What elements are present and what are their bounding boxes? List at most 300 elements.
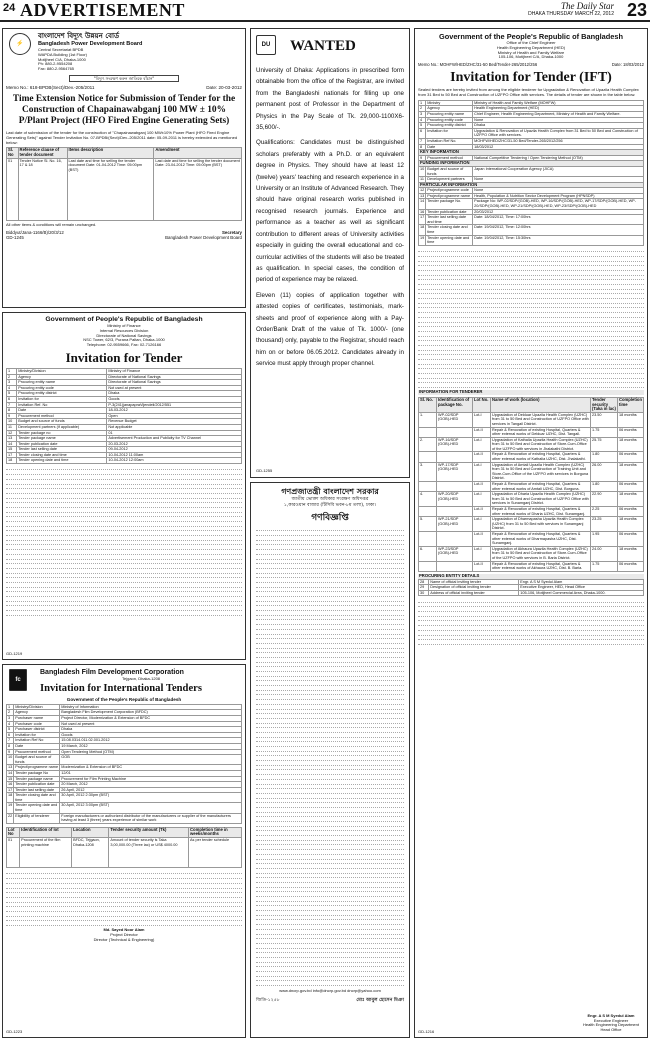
bpdb-sign-org: Bangladesh Power Development Board — [165, 235, 242, 241]
table-cell: Revenue Budget — [107, 419, 242, 425]
table-cell: None — [473, 117, 644, 123]
bpdb-memo: Memo No.: 618-BPDB(Sect)/Dev.-205/2011 — [6, 84, 95, 90]
table-cell: 10 — [7, 419, 17, 425]
table-cell: Advertisement Production and Publicity for TV Channel — [107, 436, 242, 442]
table-cell: Upgradation of Delduar Upazila Health Complex (UZHC) from 31 to 50 Bed and Construction of UZFPO Office with services in Tangail District. — [492, 412, 589, 426]
table-cell: 5 — [7, 727, 14, 733]
table-cell: Repair & Renovation of existing Hospital, Quarters & other external works of Kathalia UZHC, Dist. Jhalakathi. — [491, 452, 591, 462]
bpdb-note: All other items & conditions will remain unchanged. — [6, 221, 97, 227]
table-cell: 23.50 — [590, 412, 617, 427]
table-cell: 01 — [107, 430, 242, 436]
table-cell: Invitation for — [14, 732, 60, 738]
table-cell: 13 — [420, 193, 425, 198]
ift-gov: Government of the People's Republic of Bangladesh — [438, 32, 624, 41]
ift-dept: Health Engineering Department (HED) — [496, 44, 566, 50]
table-cell — [437, 507, 473, 517]
table-cell: Lot-II — [473, 427, 491, 437]
wanted-qualifications: Qualifications: Candidates must be distinguished scholars preferably with a Ph.D. or an equivalent degree in Physics. They should have at least 12 (twelve) years' teaching and research experience in a University or an Institute of Advanced Research. They should have original research works published in recognised research journals. Experience and performance as a teacher as well as significant contribution to different areas of University activities especially in guiding the overall educational and co-curricular activities of the students will also be treated as qualification. In special cases, the condition of period of experience may be relaxed. — [256, 139, 404, 284]
page-number-left: 24 — [3, 2, 16, 14]
table-cell: Lot-II — [473, 482, 491, 492]
table-cell: 1.80 — [590, 452, 617, 462]
table-row — [7, 458, 242, 464]
table-cell: Not applicable — [107, 424, 242, 430]
table-cell: 10-04-2012 12:00am — [107, 458, 242, 464]
table-cell: 20/03/2012 — [473, 209, 644, 215]
page-masthead — [0, 0, 650, 22]
bn-sub-1: জাতীয় ভোক্তা অধিকার সংরক্ষণ অধিদপ্তর — [291, 497, 369, 502]
bpdb-fax: Fax: 880-2-9564765 — [38, 66, 75, 72]
table-cell: Foreign manufacturers or authorized distributor of the manufacturers or supplier of the manufacturers having at least 3 (three) years experience of similar work — [60, 813, 242, 823]
table-cell: Lot-I — [473, 517, 491, 532]
table-header: Identification of lot — [20, 827, 72, 837]
table-cell: Project/programme code — [426, 188, 473, 194]
table-cell: Package No: WP-02/SDP/(GOB)-HED, WP-16/SDP/(GOB)-HED, WP-17/SDP/(GOB)-HED, WP-20/SDP/(GOB)-HED, WP-21/SDP/(GOB)-HED, WP-23/SDP/(GOB)-HED — [473, 199, 644, 209]
table-cell: 17 — [7, 452, 17, 458]
table-cell: 19 — [7, 803, 14, 813]
bpdb-bengali-title: বাংলাদেশ বিদ্যুৎ উন্নয়ন বোর্ড — [38, 32, 120, 40]
table-row — [419, 492, 644, 507]
table-cell: Name of official inviting tender — [429, 579, 519, 585]
table-cell: 25.75 — [590, 437, 617, 452]
bn-body-text — [256, 527, 404, 986]
table-cell: Last date and time for selling the tender document Date: 23-04-2012 Time: 05:00pm (BST) — [154, 158, 242, 220]
table-cell: Tender closing date and time — [426, 225, 473, 235]
ift-table — [418, 100, 644, 246]
table-cell: 15 — [8, 776, 13, 781]
ad-bpdb — [2, 28, 246, 308]
table-cell: 22 — [7, 813, 14, 823]
table-cell: WP-21/SDP (GOB)-HED — [437, 517, 473, 532]
ad-hed-ift — [414, 28, 648, 1038]
table-cell: Purchaser district — [14, 727, 60, 733]
nsd-fine-print — [6, 466, 242, 616]
table-cell: Lot-II — [473, 531, 491, 546]
table-cell: Budget and source of funds — [426, 166, 473, 176]
table-cell: 3 — [7, 380, 17, 386]
table-cell: Invitation for — [17, 396, 107, 402]
table-cell — [437, 531, 473, 546]
table-cell: Lot-I — [473, 412, 491, 427]
table-cell: 18 months — [617, 437, 643, 452]
bpdb-col-amend: Amendment — [154, 148, 242, 158]
table-cell: None — [473, 177, 644, 183]
table-cell: 17 — [8, 787, 13, 792]
table-cell: None — [473, 188, 644, 194]
table-cell: Project Director, Modernization & Extension of BFDC — [60, 715, 242, 721]
table-cell: 16 — [8, 782, 13, 787]
table-row — [419, 546, 644, 561]
table-cell: 11 — [7, 424, 17, 430]
table-cell: 2.25 — [590, 507, 617, 517]
table-cell: Agency — [14, 710, 60, 716]
table-row — [7, 813, 242, 823]
table-cell: Procurement method — [14, 749, 60, 755]
bpdb-memo-date: Date: 20-03-2012 — [206, 84, 242, 90]
table-cell: Upgradation of Dharmapasha Upazila Health Complex (UZHC) from 31 to 50 Bed with services in Sunamganj District. — [491, 517, 591, 532]
table-row — [419, 517, 644, 532]
bpdb-phone: Ph: 880-2-9554208 — [38, 61, 73, 67]
table-cell: Tender opening date and time — [17, 458, 107, 464]
table-cell: Date: 19/04/2012, Time: 15:30hrs — [473, 235, 644, 245]
table-cell: Agency — [17, 374, 107, 380]
table-cell: Invitation Ref No. — [426, 138, 473, 144]
table-cell: 19 March, 2012 — [60, 743, 242, 749]
table-cell: Repair & Renovation of existing Hospital, Quarters & other external works of Dharmapasha UZHC, Dist. Sunamganj. — [491, 531, 591, 546]
table-cell: Lot-II — [473, 507, 491, 517]
table-cell — [437, 482, 473, 492]
table-cell: 1 — [419, 100, 426, 106]
table-row — [419, 507, 644, 517]
table-cell: Lot-I — [473, 437, 491, 452]
bfdc-sign-org: Director (Technical & Engineering) — [93, 936, 155, 942]
table-cell: Repair & Renovation of existing Hospital, Quarters & other external works of Dharia UZHC, Dist. Sunamganj. — [491, 507, 591, 517]
table-cell: 18 — [419, 225, 426, 235]
nsd-ministry: Ministry of Finance — [107, 323, 141, 328]
bpdb-slogan: "বিদ্যুৎ সংরক্ষণ করুন জাতিকে বাঁচান" — [69, 75, 179, 82]
table-cell: Project/programme name — [15, 765, 59, 770]
ift-sign-office: Head Office — [600, 1027, 622, 1033]
table-cell: 12/01 — [60, 770, 242, 776]
table-row — [7, 803, 242, 813]
nsd-gov: Government of People's Republic of Bangladesh — [45, 316, 203, 323]
table-cell: Tender closing date and time — [17, 452, 107, 458]
table-cell: Tender package name — [14, 776, 60, 782]
table-cell: Dhaka — [60, 727, 242, 733]
section-header: FUNDING INFORMATION — [419, 161, 644, 167]
table-cell: 18-03-2012 — [107, 408, 242, 414]
ift-signature-block — [583, 1014, 639, 1033]
table-cell: 6 — [7, 732, 14, 738]
table-cell: Procuring entity code — [17, 385, 107, 391]
table-row — [419, 452, 644, 462]
table-cell: GOB — [60, 755, 242, 765]
table-cell: 2 — [7, 710, 14, 716]
table-cell: Procuring entity district — [17, 391, 107, 397]
wanted-body: University of Dhaka: Applications in prescribed form obtainable from the office of the Registrar, are invited from the Bangladeshi nationals for filling up one permanent post of Professor in the Department of Physics in the Pay Scale of Tk. 29,000-1100X6-35,600/-. — [256, 67, 404, 132]
table-cell: 13 — [7, 436, 17, 442]
table-cell: Ministry — [426, 100, 473, 106]
bfdc-lot-table — [6, 827, 242, 868]
table-cell: 10 — [7, 755, 14, 765]
table-header: Completion time — [617, 397, 643, 412]
nsd-table — [6, 368, 242, 464]
wanted-gd: GD-1255 — [256, 468, 273, 474]
bfdc-table — [6, 704, 242, 824]
table-cell: 6. — [419, 546, 437, 561]
du-logo-icon: DU — [256, 35, 276, 55]
table-cell: 1 — [7, 368, 17, 374]
table-cell: 4 — [7, 385, 17, 391]
table-cell: Upgradation of Kathalia Upazila Health Complex (UZHC) from 31 to 50 Bed and Construction of Store-Cum-Office of the UZFPO with services in Jhalakathi District. — [491, 437, 591, 452]
table-cell: Ministry of Information — [60, 704, 242, 710]
table-cell: 4. — [419, 492, 437, 507]
nsd-phone: Telephone: 02-9559666, Fax: 02-7126166 — [86, 342, 162, 348]
table-cell: Lot-I — [473, 492, 491, 507]
table-cell: 5 — [7, 391, 17, 397]
table-cell: Invitation Ref. No — [17, 402, 107, 408]
table-row — [419, 412, 644, 427]
table-cell: Japan International Cooperation Agency (JICA) — [473, 166, 644, 176]
table-cell: 7 — [7, 738, 14, 744]
table-row — [419, 531, 644, 546]
table-cell — [437, 427, 473, 437]
table-cell: 09-04-2012 — [107, 447, 242, 453]
bpdb-address-2: WAPDA Building (1st Floor) — [38, 51, 87, 57]
wanted-title: WANTED — [290, 38, 356, 54]
table-cell: Budget and source of funds — [14, 755, 60, 765]
table-cell: 8 — [7, 743, 14, 749]
table-cell: 2 — [419, 106, 426, 112]
table-cell: Procurement of the film printing machine — [20, 838, 72, 868]
table-cell: Ministry of Finance — [107, 368, 242, 374]
bpdb-org-name: Bangladesh Power Development Board — [38, 41, 143, 47]
bpdb-signature: Secretary — [221, 230, 242, 236]
table-cell: 06 months — [617, 482, 643, 492]
table-cell: Tender package name — [17, 436, 107, 442]
bpdb-col-sl: Sl. No — [7, 148, 19, 158]
section-header: KEY INFORMATION — [419, 150, 644, 156]
ift-entity-table — [418, 579, 644, 597]
table-cell: MOHFW/HED/ZHC/31-50 Bed/Tender-265/2012/256 — [473, 138, 644, 144]
wanted-application: Eleven (11) copies of application together with attested copies of certificates, testimonials, mark-sheets and proof of experience along with a Pay-Order/Bank Draft of the value of Tk. 1000/- (one thousand) only, payable to the Registrar, should reach him on or before 06.05.2012. Candidates already in service must apply through proper channel. — [256, 291, 404, 368]
table-cell: Tender package No — [14, 770, 60, 776]
table-cell: Repair & Renovation of existing Hospital, Quarters & other external works of Delduar UZHC, Dist. Tangail. — [491, 427, 591, 437]
table-cell: Chief Engineer, Health Engineering Department, Ministry of Health and Family Welfare. — [473, 111, 644, 117]
table-cell: Lot-II — [473, 561, 491, 571]
table-cell: 01 — [7, 838, 20, 868]
table-row — [419, 215, 644, 225]
table-row — [419, 166, 644, 176]
table-cell: 14 — [8, 770, 13, 775]
table-cell: Upgradation of Akhaura Upazila Health Complex (UZHC) from 31 to 50 Bed and Construction of Store-Cum-Office of the UZFPO with services in B. Baria District. — [491, 546, 591, 561]
table-cell: Eligibility of tenderer — [14, 813, 60, 823]
table-cell: Ministry/Division — [14, 704, 60, 710]
table-cell: 9 — [7, 413, 17, 419]
ift-title: Invitation for Tender (IFT) — [450, 70, 612, 86]
bn-gov-title: গণপ্রজাতন্ত্রী বাংলাদেশ সরকার — [281, 487, 379, 496]
table-cell: 30 April, 2012 3:00pm (BST) — [60, 803, 242, 813]
bn-signer: মোঃ আবুল হোসেন মিঞা — [356, 997, 404, 1003]
bn-sub-2: ১,কারওয়ান বাজার (টিসিবি ভবন-৮ম তলা), ঢাকা। — [283, 503, 377, 508]
table-cell: 20-03-2012 — [107, 441, 242, 447]
table-cell: 1.80 — [590, 482, 617, 492]
table-cell: 9 — [419, 155, 426, 161]
table-cell: Upgradation & Renovation of Upazila Health Complex from 31 Bed to 50 Bed and Construction of UZFPO Office with services. — [473, 128, 644, 138]
table-cell: Procurement for Film Printing Machine — [60, 776, 242, 782]
table-row — [7, 755, 242, 765]
bfdc-sign-desig: Project Director — [110, 931, 138, 937]
table-cell: 15.08.0314.011.02.001.2012 — [60, 738, 242, 744]
table-cell: Dhaka — [473, 123, 644, 129]
table-cell: 01 — [7, 158, 19, 220]
bfdc-fine-print — [6, 870, 242, 926]
table-cell: 4 — [7, 721, 14, 727]
table-cell: Not used at present — [60, 721, 242, 727]
table-cell: Tender last selling date and time — [426, 215, 473, 225]
table-cell: Repair & Renovation of existing Hospital, Quarters & other external works of Akhaura UZHC, Dist. B. Baria. — [491, 561, 591, 571]
section-header: PROCURING ENTITY DETAILS — [418, 574, 644, 579]
table-cell: 06 months — [617, 561, 643, 571]
table-cell: Date — [17, 408, 107, 414]
table-row — [419, 462, 644, 481]
table-cell: Tender publication date — [426, 209, 473, 215]
table-cell: 2 — [7, 374, 17, 380]
table-cell: Goods — [60, 732, 242, 738]
table-cell: 14 — [419, 199, 426, 209]
table-cell: Budget and source of funds — [17, 419, 107, 425]
table-cell: 17 — [419, 215, 426, 225]
table-cell: Health Engineering Department (HED) — [473, 106, 644, 112]
table-cell: 6 — [7, 396, 17, 402]
table-cell: Development partners — [426, 177, 473, 183]
table-cell: 06 months — [617, 452, 643, 462]
table-cell: 18 months — [617, 412, 643, 427]
table-cell: Tender last selling date — [14, 787, 60, 793]
table-row — [419, 427, 644, 437]
ift-date: Date: 18/03/2012 — [611, 62, 644, 68]
table-cell: 6 — [419, 128, 426, 138]
bpdb-logo-icon: ⚡ — [9, 33, 31, 55]
table-cell: Upgradation of Dharia Upazila Health Complex (UZHC) from 31 to 50 Bed and Construction of UZFPO Office with services in Sunamganj District. — [492, 492, 589, 506]
bfdc-gov: Government of the People's Republic of Bangladesh — [66, 696, 182, 702]
table-cell: Open — [107, 413, 242, 419]
table-cell: 22.90 — [590, 492, 617, 507]
table-row — [7, 793, 242, 803]
table-cell — [419, 531, 437, 546]
table-row — [419, 111, 644, 117]
nsd-dept: Directorate of National Savings — [96, 332, 152, 338]
table-cell: Tender package No. — [426, 199, 473, 209]
table-cell: Purchaser code — [14, 721, 60, 727]
table-cell: WP-02/SDP (GOB)-HED — [437, 412, 473, 427]
table-cell: 8 — [7, 408, 17, 414]
table-cell: 9 — [7, 749, 14, 755]
table-header: Identification of package No. — [437, 397, 473, 412]
table-cell: 12 — [420, 188, 425, 193]
table-row — [7, 158, 242, 220]
table-cell: 4 — [419, 117, 426, 123]
table-cell: 18 months — [617, 517, 643, 532]
table-cell: 11 — [420, 177, 424, 182]
table-cell: 18 months — [617, 546, 643, 561]
nsd-division: Internal Resources Division — [99, 327, 149, 333]
table-cell: Agency — [426, 106, 473, 112]
table-cell: Address of official inviting tender — [429, 590, 519, 596]
table-row — [7, 838, 242, 868]
table-cell: 1.95 — [590, 531, 617, 546]
ad-bfdc — [2, 664, 246, 1038]
table-cell — [437, 561, 473, 571]
table-cell: 3 — [7, 715, 14, 721]
table-header: Lot No — [7, 827, 20, 837]
table-row — [419, 590, 644, 596]
ift-ministry: Ministry of Health and Family Welfare — [497, 49, 565, 55]
table-cell: 10-04-2012 11:00am — [107, 452, 242, 458]
table-cell: Invitation for — [426, 128, 473, 138]
ift-address: 105-106, Motijheel C/A, Dhaka-1000 — [498, 54, 564, 60]
table-cell: Lot-II — [473, 452, 491, 462]
table-cell: Date — [14, 743, 60, 749]
table-cell: 26.00 — [590, 462, 617, 481]
newspaper-date: DHAKA THURSDAY MARCH 22, 2012 — [528, 11, 614, 17]
table-cell: 15 — [7, 447, 17, 453]
ift-gd: GD-1216 — [418, 1029, 435, 1035]
table-cell: 26 April, 2012 — [60, 787, 242, 793]
table-cell: Tender closing date and time — [14, 793, 60, 803]
table-cell: 18 — [7, 458, 17, 464]
table-row — [419, 437, 644, 452]
bpdb-intro: Last date of submission of the tender for the construction of "Chapainawabganj 100 MW±10% Power Plant (HFO Fired Engine Generating Sets)" against Tender Invitation No. 07-BPDB/(Sect)/Dev.-205/2011 date: 05-09-2011 is hereby extended as mentioned below: — [6, 129, 238, 145]
bpdb-amendment-table — [6, 147, 242, 220]
table-row — [419, 561, 644, 571]
table-cell: 29 — [419, 585, 429, 591]
page-number-right: 23 — [626, 0, 647, 20]
table-cell: 2. — [419, 437, 437, 452]
table-cell: Last date and time for selling the tender document Date: 01-04-2012 Time: 05:00pm (BST) — [67, 158, 154, 220]
table-row — [419, 225, 644, 235]
section-title: ADVERTISEMENT — [20, 0, 185, 20]
table-header: Tender security amount (Tk) — [109, 827, 189, 837]
bfdc-org: Bangladesh Film Development Corporation — [40, 669, 184, 676]
table-cell: 14 — [7, 441, 17, 447]
table-cell: As per tender schedule — [189, 838, 242, 868]
table-cell: Executive Engineer, HED, Head Office — [519, 585, 644, 591]
section-header: PARTICULAR INFORMATION — [419, 182, 644, 188]
table-header: Tender security (Taka in lac) — [591, 396, 616, 412]
table-cell: Repair & Renovation of existing Hospital, Quarters & other external works of Amtali UZHC, Dist. Borguna. — [491, 482, 591, 492]
table-cell: 1. — [419, 412, 437, 427]
table-cell — [419, 561, 437, 571]
table-cell: Modernization & Extension of BFDC — [60, 765, 242, 771]
bpdb-address-1: Central Secretariat BPDB — [38, 47, 84, 52]
table-cell: Tender package no — [17, 430, 107, 436]
bpdb-code: Biddyut/Jana-1166/B)/20/3/12 — [6, 230, 64, 236]
table-cell: Procurement method — [426, 155, 473, 161]
ift-intro: Sealed tenders are hereby invited from among the eligible tenderer for Upgradation & Renovation of Upazila Health Complex from 31 Bed to 50 Bed and Construction of UZFPO Office with services. The details of tender are shown in the table below. — [418, 87, 639, 97]
table-cell: 30 April, 2012 2:30pm (BST) — [60, 793, 242, 803]
table-cell — [437, 452, 473, 462]
table-row — [419, 482, 644, 492]
table-cell: Tender publication date — [14, 782, 60, 788]
table-cell: National Competitive Tendering / Open Tendering Method (OTM) — [473, 155, 644, 161]
table-cell: Tender last selling date — [17, 447, 107, 453]
table-cell: 5. — [419, 517, 437, 532]
table-cell: 16 — [420, 209, 425, 214]
bpdb-col-ref: Reference clause of tender document — [18, 148, 67, 158]
bfdc-title: Invitation for International Tenders — [40, 682, 202, 694]
nsd-address: NSC Tower, 62/3, Purana Paltan, Dhaka-1000 — [83, 337, 165, 343]
table-cell: Project/programme name — [426, 193, 473, 199]
bn-code: জিডি-১২৫৮ — [256, 997, 280, 1003]
table-cell: Tender Notice Sl. No. 16, 17 & 18 — [18, 158, 67, 220]
table-cell: Procurement method — [17, 413, 107, 419]
table-cell: Lot-I — [473, 546, 491, 561]
table-cell — [419, 452, 437, 462]
table-cell: Procuring entity district — [426, 123, 473, 129]
table-cell — [419, 482, 437, 492]
table-cell: Ministry of Health and Family Welfare (MOHFW) — [473, 100, 644, 106]
table-cell: Purchaser name — [14, 715, 60, 721]
ad-national-savings — [2, 312, 246, 660]
table-cell: WP-20/SDP (GOB)-HED — [437, 492, 473, 507]
nsd-title: Invitation for Tender — [65, 349, 183, 365]
table-cell: Health, Population & Nutrition Sector Development Program (HPNSDP) — [473, 193, 644, 199]
ift-sign-name: Engr. A S M Syedul Alam — [587, 1012, 635, 1018]
table-cell: 20 March, 2012 — [60, 782, 242, 788]
ift-officials-list — [418, 248, 644, 388]
bpdb-notice-title: Time Extension Notice for Submission of Tender for the Construction of Chapainawabganj 100 MW ± 10% P/Plant Project (HFO Fired Engine Generating Sets) — [12, 93, 236, 126]
table-cell — [419, 507, 437, 517]
